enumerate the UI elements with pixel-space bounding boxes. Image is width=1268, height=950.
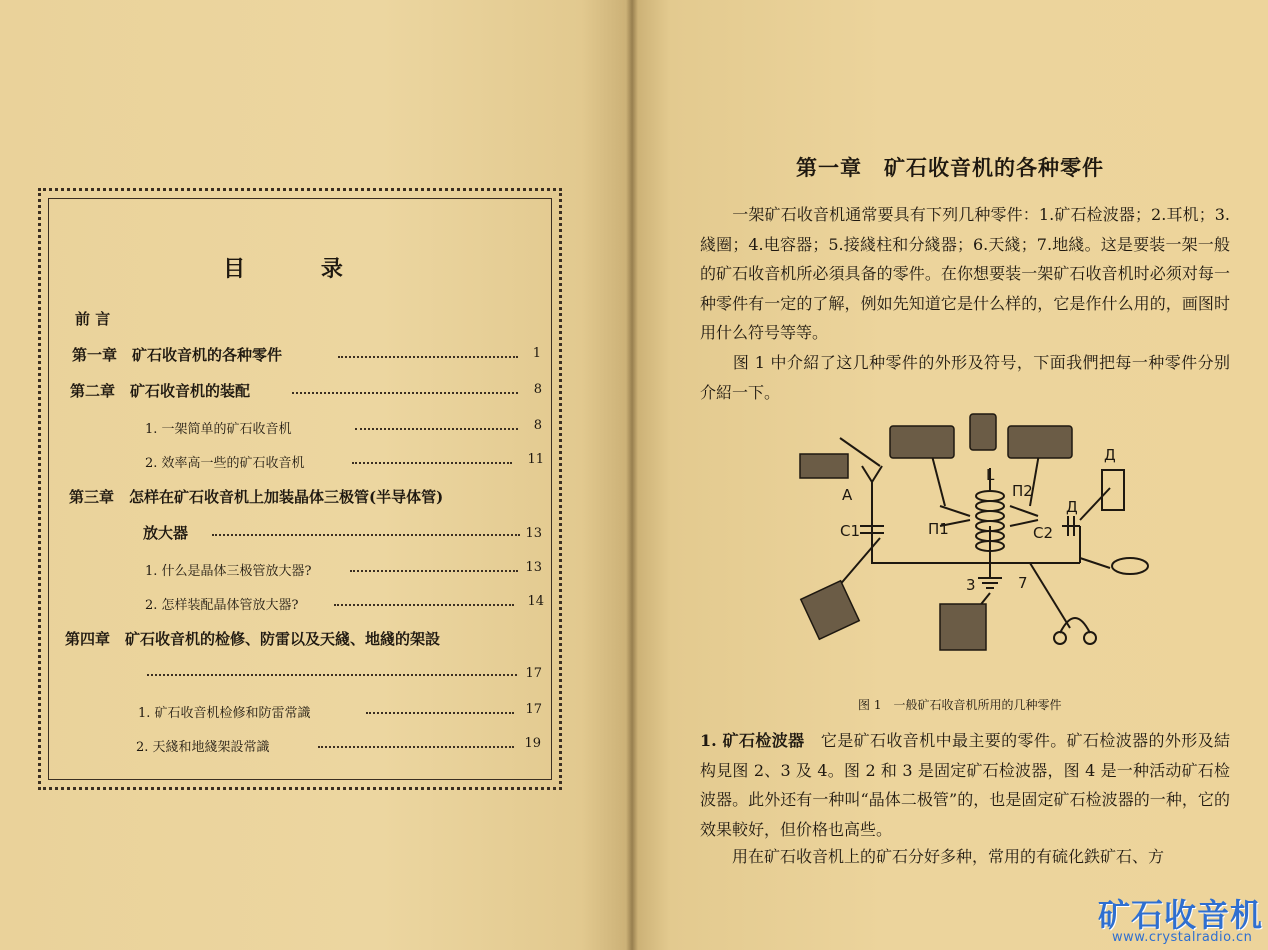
toc-leader-dots bbox=[338, 354, 518, 358]
figure-label: Д bbox=[1066, 498, 1078, 516]
toc-entry-3-1[interactable]: 1. 什么是晶体三极管放大器? bbox=[145, 564, 312, 579]
figure-label: C2 bbox=[1033, 524, 1054, 542]
figure-label: L bbox=[986, 466, 995, 484]
section-1-paragraph bbox=[700, 726, 1230, 844]
toc-page-number: 11 bbox=[527, 452, 544, 467]
last-paragraph: 用在矿石收音机上的矿石分好多种，常用的有硫化鉄矿石、方 bbox=[700, 847, 1165, 866]
antenna-symbol bbox=[862, 466, 872, 482]
toc-entry-2-1[interactable]: 1. 一架简单的矿石收音机 bbox=[145, 422, 292, 437]
crystal-radio-parts-diagram bbox=[780, 408, 1180, 688]
toc-page-number: 8 bbox=[533, 418, 542, 433]
toc-title: 目 录 bbox=[223, 256, 377, 282]
toc-entry-4-1[interactable]: 1. 矿石收音机检修和防雷常識 bbox=[138, 706, 311, 721]
figure-label: 3 bbox=[966, 576, 976, 594]
intro-paragraph: 一架矿石收音机通常要具有下列几种零件：1.矿石检波器；2.耳机；3.綫圈；4.电容器；5.接綫柱和分綫器；6.天綫；7.地綫。这是要装一架一般的矿石收音机所必須具备的零件。在你想要装一架矿石收音机时必须对每一种零件有一定的了解，例如先知道它是什么样的，它是作什么用的，画图时用什么符号等等。 bbox=[700, 205, 1230, 342]
fixed-detector-illustration bbox=[1008, 426, 1072, 458]
figure-label: 7 bbox=[1018, 574, 1028, 592]
toc-page-number: 14 bbox=[527, 594, 544, 609]
toc-leader-dots bbox=[352, 460, 512, 464]
figure-label: A bbox=[842, 486, 853, 504]
site-watermark-url: www.crystalradio.cn bbox=[1112, 930, 1253, 945]
ground-plate-illustration bbox=[940, 604, 986, 650]
detector-symbol bbox=[1102, 470, 1124, 510]
fixed-detector-illustration bbox=[890, 426, 954, 458]
toc-page-number: 13 bbox=[525, 560, 542, 575]
section-1-text: 它是矿石收音机中最主要的零件。矿石检波器的外形及結构見图 2、3 及 4。图 2 和 3 是固定矿石检波器，图 4 是一种活动矿石检波器。此外还有一种叫“晶体二极管”的，也是固定矿石检波器的一种，它的效果較好，但价格也高些。 bbox=[700, 731, 1230, 839]
toc-entry-chapter-4[interactable]: 第四章 矿石收音机的检修、防雷以及天綫、地綫的架設 bbox=[65, 630, 441, 648]
toc-leader-dots bbox=[292, 390, 518, 394]
toc-entry-chapter-1[interactable]: 第一章 矿石收音机的各种零件 bbox=[72, 346, 283, 364]
toc-leader-dots bbox=[147, 672, 517, 676]
coil-illustration bbox=[970, 414, 996, 450]
toc-leader-dots bbox=[318, 744, 514, 748]
toc-leader-dots bbox=[366, 710, 514, 714]
figure-label: П2 bbox=[1012, 482, 1033, 500]
figure-intro-paragraph: 图 1 中介紹了这几种零件的外形及符号，下面我們把每一种零件分别介紹一下。 bbox=[700, 353, 1230, 402]
book-gutter bbox=[626, 0, 638, 950]
figure-label: Д bbox=[1104, 446, 1116, 464]
house-antenna-illustration bbox=[800, 454, 848, 478]
coil-l bbox=[976, 491, 1004, 551]
site-watermark: 矿石收音机 bbox=[1098, 896, 1264, 934]
toc-page-number: 8 bbox=[533, 382, 542, 397]
crystal-diode-symbol bbox=[1112, 558, 1148, 574]
toc-leader-dots bbox=[334, 602, 514, 606]
toc-leader-dots bbox=[350, 568, 518, 572]
figure-label: C1 bbox=[840, 522, 861, 540]
section-1-heading: 1. 矿石检波器 bbox=[700, 731, 805, 750]
toc-page-number: 17 bbox=[525, 702, 542, 717]
chapter-title: 第一章 矿石收音机的各种零件 bbox=[796, 155, 1104, 180]
switch-p1 bbox=[940, 506, 970, 516]
toc-leader-dots bbox=[355, 426, 518, 430]
toc-page-number: 1 bbox=[532, 346, 541, 361]
figure-caption: 图 1 一般矿石收音机所用的几种零件 bbox=[858, 698, 1062, 712]
toc-entry-chapter-3-cont[interactable]: 放大器 bbox=[143, 524, 189, 542]
switch-p2 bbox=[1010, 506, 1038, 516]
figure-label: П1 bbox=[928, 520, 949, 538]
toc-page-number: 19 bbox=[524, 736, 541, 751]
toc-entry-4-2[interactable]: 2. 天綫和地綫架設常識 bbox=[136, 740, 270, 755]
toc-entry-chapter-3[interactable]: 第三章 怎样在矿石收音机上加装晶体三极管(半导体管) bbox=[69, 488, 444, 506]
toc-page-number: 17 bbox=[525, 666, 542, 681]
toc-leader-dots bbox=[212, 532, 520, 536]
toc-entry-2-2[interactable]: 2. 效率高一些的矿石收音机 bbox=[145, 456, 305, 471]
toc-entry-chapter-2[interactable]: 第二章 矿石收音机的装配 bbox=[70, 382, 251, 400]
toc-page-number: 13 bbox=[525, 526, 542, 541]
toc-entry-preface[interactable]: 前 言 bbox=[75, 310, 111, 328]
toc-entry-3-2[interactable]: 2. 怎样装配晶体管放大器? bbox=[145, 598, 299, 613]
variable-capacitor-illustration bbox=[801, 581, 859, 639]
